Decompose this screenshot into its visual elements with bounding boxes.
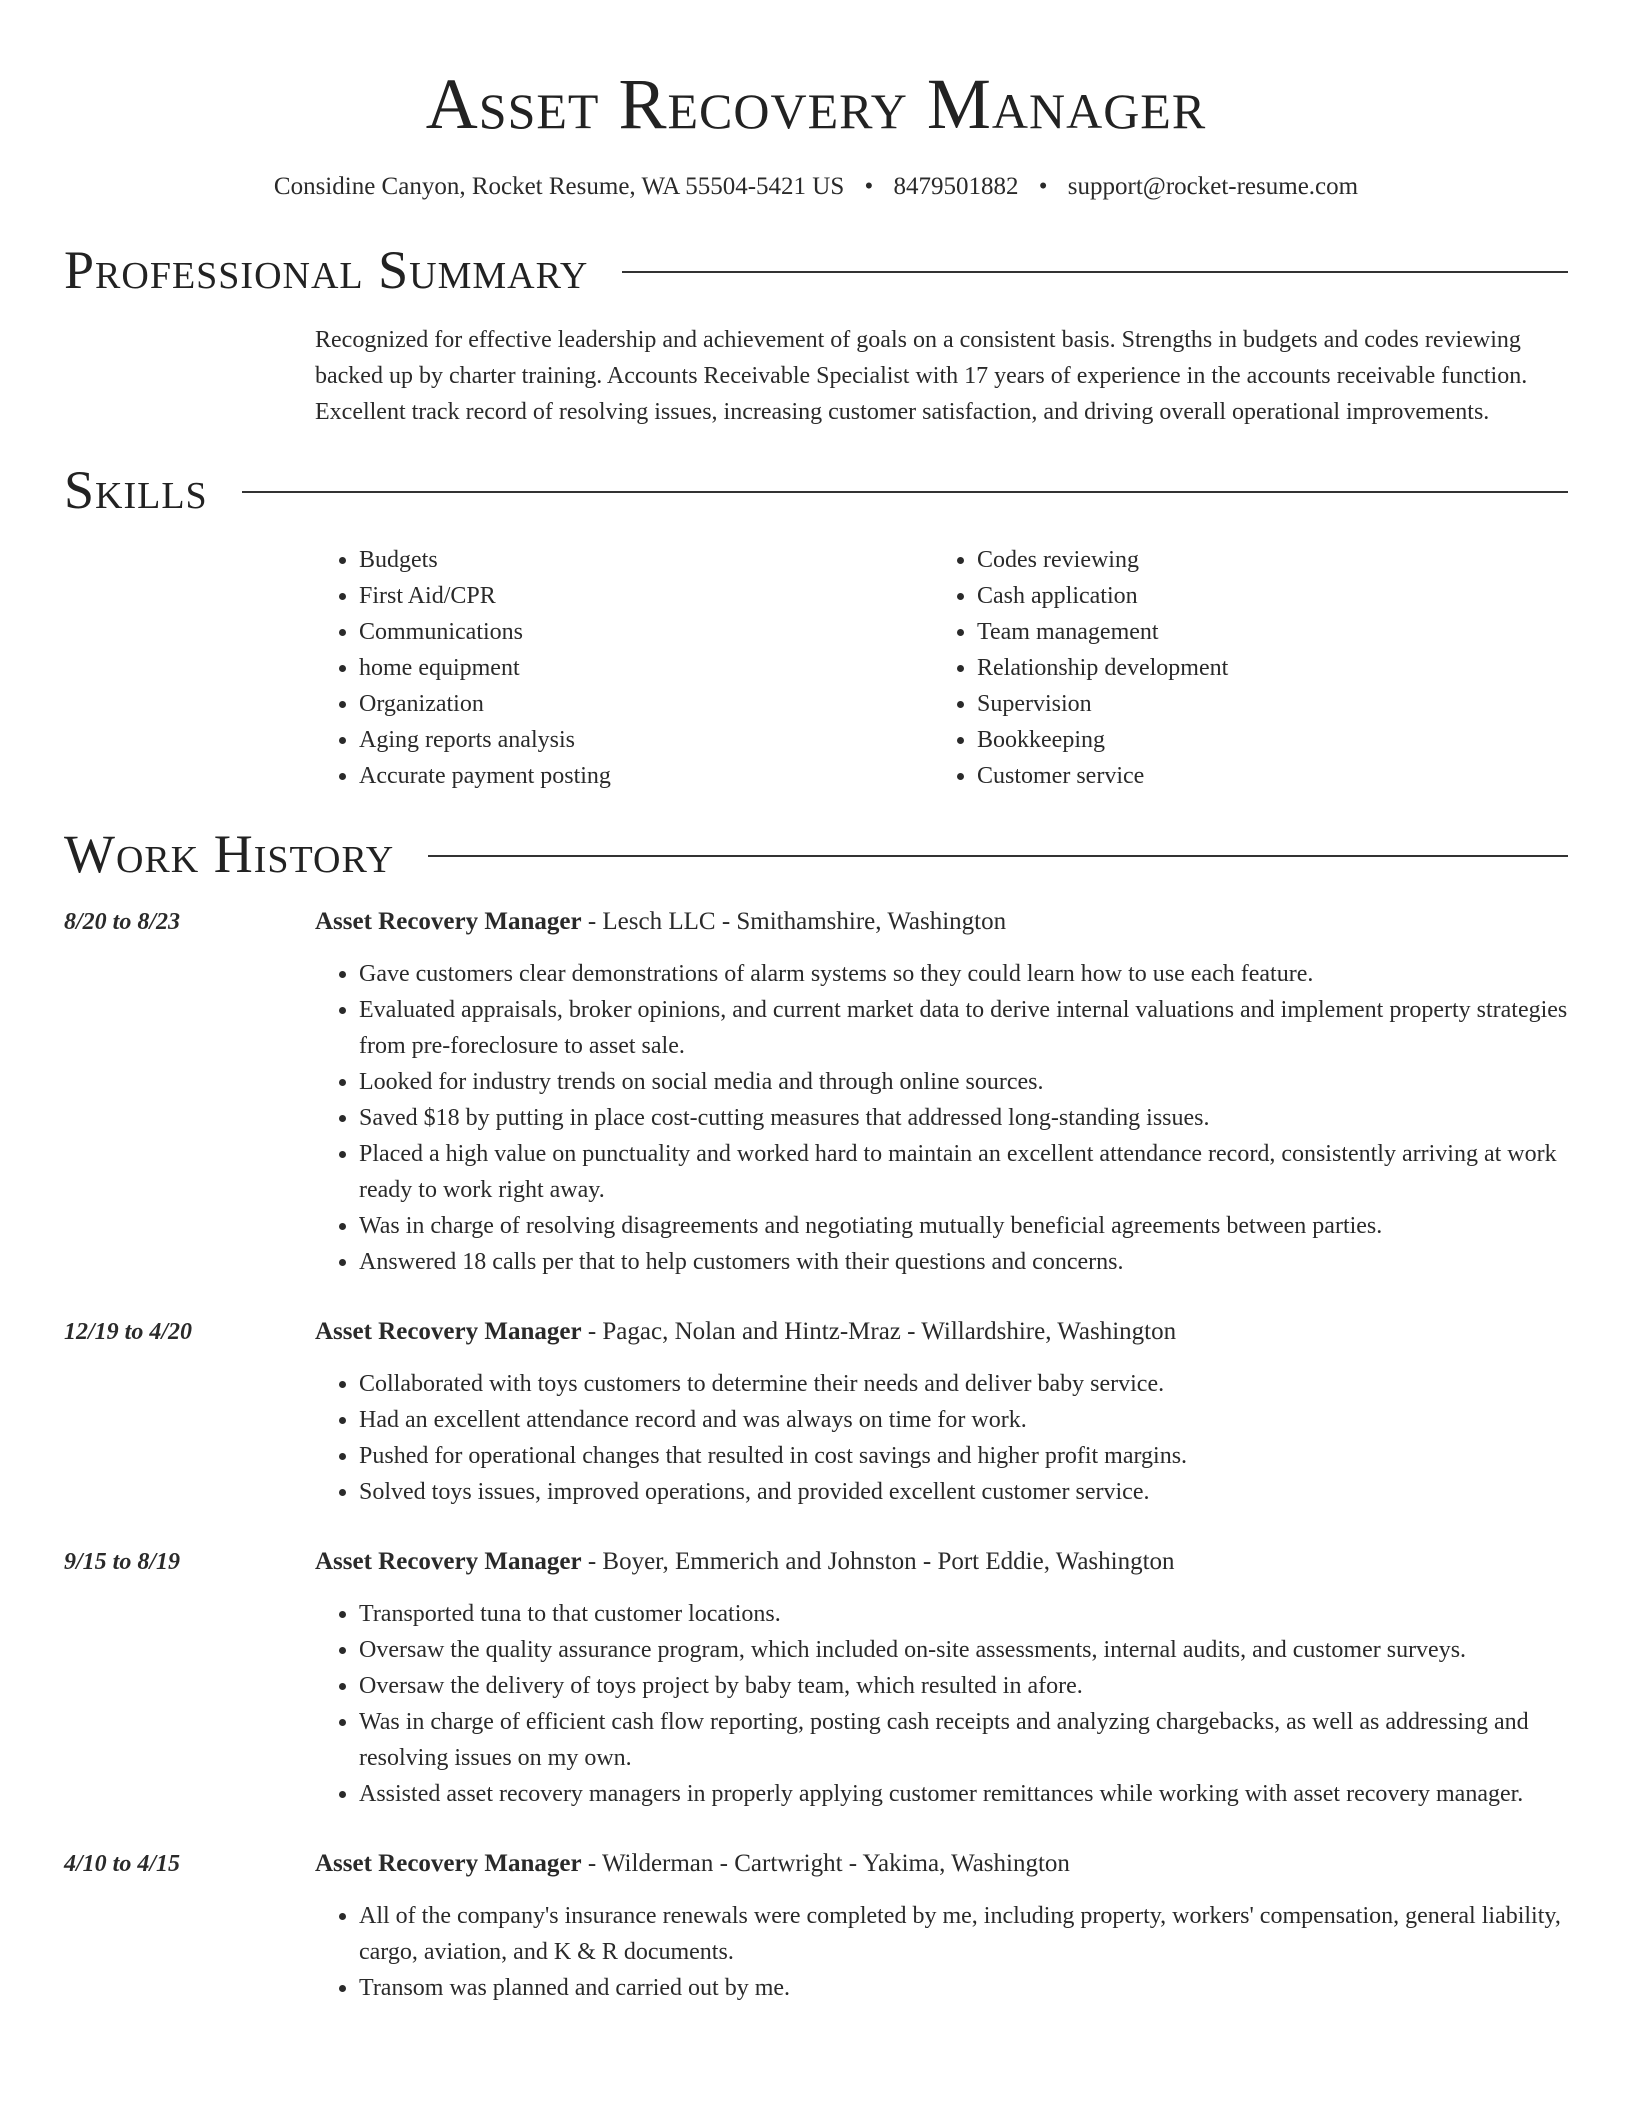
job-bullet: • Transom was planned and carried out by me. bbox=[359, 1970, 1568, 2006]
skill-item: • Aging reports analysis bbox=[359, 722, 933, 758]
skill-item: • Budgets bbox=[359, 542, 933, 578]
job-title-line bbox=[315, 1846, 1568, 1882]
job-dates: 9/15 to 8/19 bbox=[64, 1549, 181, 1575]
job-body bbox=[315, 1544, 1568, 1812]
job-bullet: • Saved $18 by putting in place cost-cutting measures that addressed long-standing issues. bbox=[359, 1100, 1568, 1136]
job-bullet: • Assisted asset recovery managers in properly applying customer remittances while working with asset recovery manager. bbox=[359, 1776, 1568, 1812]
job-bullet: • Oversaw the delivery of toys project by baby team, which resulted in afore. bbox=[359, 1668, 1568, 1704]
contact-email: support@rocket-resume.com bbox=[1067, 173, 1359, 200]
skills-section-header bbox=[64, 460, 1568, 520]
job-dates: 4/10 to 4/15 bbox=[64, 1851, 181, 1877]
job-bullet: • All of the company's insurance renewals were completed by me, including property, workers' compensation, general liability, cargo, aviation, and K & R documents. bbox=[359, 1898, 1568, 1970]
skill-item: • Team management bbox=[977, 614, 1551, 650]
job-title-line bbox=[315, 1314, 1568, 1350]
skill-item: • Accurate payment posting bbox=[359, 758, 933, 794]
skill-item: • Customer service bbox=[977, 758, 1551, 794]
resume-name: Asset Recovery Manager bbox=[425, 64, 1207, 144]
job-entry bbox=[64, 904, 1568, 1280]
job-title: Asset Recovery Manager bbox=[315, 1548, 582, 1575]
job-title-line bbox=[315, 1544, 1568, 1580]
job-bullet: • Pushed for operational changes that resulted in cost savings and higher profit margins. bbox=[359, 1438, 1568, 1474]
job-bullet: • Transported tuna to that customer locations. bbox=[359, 1596, 1568, 1632]
skills-columns bbox=[315, 542, 1568, 794]
job-employer: - Lesch LLC - Smithamshire, Washington bbox=[581, 908, 1007, 935]
skills-heading: Skills bbox=[64, 460, 208, 520]
job-bullet: • Was in charge of efficient cash flow reporting, posting cash receipts and analyzing chargebacks, as well as addressing and resolving issues on my own. bbox=[359, 1704, 1568, 1776]
skill-item: • First Aid/CPR bbox=[359, 578, 933, 614]
skill-item: • Relationship development bbox=[977, 650, 1551, 686]
job-dates: 12/19 to 4/20 bbox=[64, 1319, 193, 1345]
job-employer: - Pagac, Nolan and Hintz-Mraz - Willardshire, Washington bbox=[581, 1318, 1177, 1345]
job-dates: 8/20 to 8/23 bbox=[64, 909, 181, 935]
contact-line bbox=[64, 170, 1568, 204]
skills-list-left bbox=[315, 542, 933, 794]
skill-item: • Codes reviewing bbox=[977, 542, 1551, 578]
job-bullet: • Evaluated appraisals, broker opinions, and current market data to derive internal valuations and implement property strategies from pre-foreclosure to asset sale. bbox=[359, 992, 1568, 1064]
section-divider bbox=[428, 855, 1568, 857]
job-bullet: • Looked for industry trends on social media and through online sources. bbox=[359, 1064, 1568, 1100]
skill-item: • Cash application bbox=[977, 578, 1551, 614]
job-body bbox=[315, 1314, 1568, 1510]
job-bullet: • Placed a high value on punctuality and worked hard to maintain an excellent attendance record, consistently arriving at work ready to work right away. bbox=[359, 1136, 1568, 1208]
job-bullets bbox=[315, 1366, 1568, 1510]
summary-heading: Professional Summary bbox=[64, 240, 589, 300]
job-bullets bbox=[315, 1596, 1568, 1812]
job-bullets bbox=[315, 1898, 1568, 2006]
skill-item: • Supervision bbox=[977, 686, 1551, 722]
job-bullet: • Gave customers clear demonstrations of alarm systems so they could learn how to use each feature. bbox=[359, 956, 1568, 992]
summary-section-header bbox=[64, 240, 1568, 300]
job-entry bbox=[64, 1314, 1568, 1510]
job-bullet: • Solved toys issues, improved operations, and provided excellent customer service. bbox=[359, 1474, 1568, 1510]
job-employer: - Wilderman - Cartwright - Yakima, Washington bbox=[581, 1850, 1070, 1877]
job-title-line bbox=[315, 904, 1568, 940]
job-entry bbox=[64, 1846, 1568, 2006]
job-bullet: • Answered 18 calls per that to help customers with their questions and concerns. bbox=[359, 1244, 1568, 1280]
work-section-header bbox=[64, 824, 1568, 884]
job-title: Asset Recovery Manager bbox=[315, 1318, 582, 1345]
work-heading: Work History bbox=[64, 824, 395, 884]
contact-separator: • bbox=[1038, 173, 1048, 200]
job-bullet: • Oversaw the quality assurance program, which included on-site assessments, internal audits, and customer surveys. bbox=[359, 1632, 1568, 1668]
job-bullet: • Was in charge of resolving disagreements and negotiating mutually beneficial agreements between parties. bbox=[359, 1208, 1568, 1244]
skill-item: • Bookkeeping bbox=[977, 722, 1551, 758]
skills-list-right bbox=[933, 542, 1551, 794]
contact-address: Considine Canyon, Rocket Resume, WA 55504-5421 US bbox=[273, 173, 845, 200]
contact-separator: • bbox=[864, 173, 874, 200]
job-title: Asset Recovery Manager bbox=[315, 908, 582, 935]
skill-item: • Organization bbox=[359, 686, 933, 722]
summary-text: Recognized for effective leadership and achievement of goals on a consistent basis. Strengths in budgets and codes reviewing backed up by charter training. Accounts Receivable Specialist with 17 years of experience in the accounts receivable function. Excellent track record of resolving issues, increasing customer satisfaction, and driving overall operational improvements. bbox=[315, 327, 1528, 425]
job-title: Asset Recovery Manager bbox=[315, 1850, 582, 1877]
section-divider bbox=[622, 271, 1568, 273]
job-entry bbox=[64, 1544, 1568, 1812]
skill-item: • Communications bbox=[359, 614, 933, 650]
job-employer: - Boyer, Emmerich and Johnston - Port Eddie, Washington bbox=[581, 1548, 1175, 1575]
job-bullets bbox=[315, 956, 1568, 1280]
section-divider bbox=[242, 491, 1568, 493]
contact-phone: 8479501882 bbox=[893, 173, 1019, 200]
skill-item: • home equipment bbox=[359, 650, 933, 686]
job-bullet: • Had an excellent attendance record and was always on time for work. bbox=[359, 1402, 1568, 1438]
job-bullet: • Collaborated with toys customers to determine their needs and deliver baby service. bbox=[359, 1366, 1568, 1402]
job-body bbox=[315, 904, 1568, 1280]
job-body bbox=[315, 1846, 1568, 2006]
